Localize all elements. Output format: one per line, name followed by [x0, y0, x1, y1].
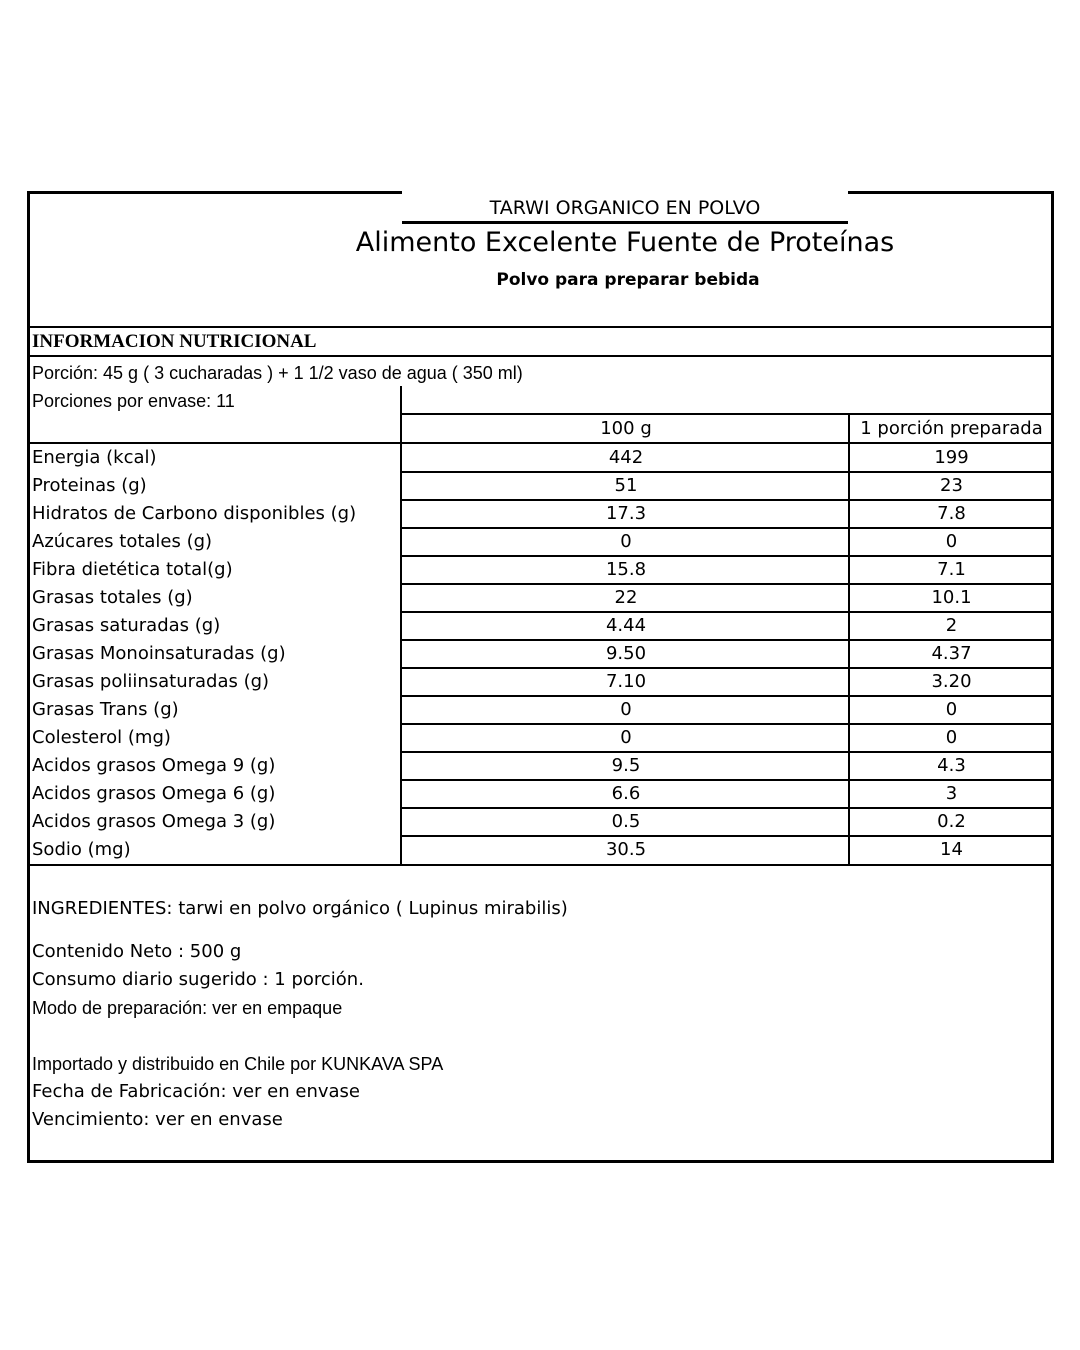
- value-per-100g: 7.10: [605, 671, 647, 692]
- nutrient-name: Azúcares totales (g): [32, 531, 213, 552]
- value-per-serving: 0: [945, 699, 958, 720]
- nutrient-name: Proteinas (g): [32, 475, 147, 496]
- nutrient-name: Acidos grasos Omega 6 (g): [32, 783, 276, 804]
- column-header-portion: 1 porción preparada: [860, 418, 1043, 439]
- value-per-100g: 9.5: [611, 755, 641, 776]
- value-per-100g: 22: [614, 587, 638, 608]
- value-per-100g: 15.8: [605, 559, 647, 580]
- table-rule: [400, 386, 402, 866]
- value-per-serving: 0: [945, 531, 958, 552]
- value-per-serving: 4.3: [937, 755, 966, 776]
- value-per-100g: 51: [614, 475, 638, 496]
- value-per-100g: 17.3: [605, 503, 647, 524]
- nutrient-name: Sodio (mg): [32, 839, 131, 860]
- nutrient-name: Grasas totales (g): [32, 587, 193, 608]
- divider: [27, 326, 1054, 328]
- nutrient-name: Colesterol (mg): [32, 727, 171, 748]
- value-per-100g: 0: [620, 699, 632, 720]
- nutrient-name: Fibra dietética total(g): [32, 559, 233, 580]
- nutrient-name: Grasas poliinsaturadas (g): [32, 671, 270, 692]
- expiry-text: Vencimiento: ver en envase: [32, 1109, 283, 1130]
- value-per-serving: 14: [940, 839, 963, 860]
- nutrient-name: Grasas Monoinsaturadas (g): [32, 643, 286, 664]
- net-content-text: Contenido Neto : 500 g: [32, 941, 242, 962]
- nutrient-name: Acidos grasos Omega 9 (g): [32, 755, 276, 776]
- daily-use-text: Consumo diario sugerido : 1 porción.: [32, 969, 364, 990]
- value-per-serving: 7.1: [937, 559, 966, 580]
- manufacture-date-text: Fecha de Fabricación: ver en envase: [32, 1081, 360, 1102]
- nutrient-name: Grasas Trans (g): [32, 699, 179, 720]
- value-per-serving: 0: [945, 727, 958, 748]
- value-per-serving: 23: [940, 475, 963, 496]
- value-per-serving: 4.37: [931, 643, 972, 664]
- portion-text: Porción: 45 g ( 3 cucharadas ) + 1 1/2 vaso de agua ( 350 ml): [32, 363, 523, 383]
- product-name: TARWI ORGANICO EN POLVO: [402, 195, 848, 224]
- nutrient-name: Hidratos de Carbono disponibles (g): [32, 503, 357, 524]
- border-gap: [402, 188, 848, 194]
- servings-text: Porciones por envase: 11: [32, 391, 235, 411]
- importer-text: Importado y distribuido en Chile por KUNKAVA SPA: [32, 1054, 444, 1074]
- value-per-100g: 4.44: [605, 615, 647, 636]
- value-per-100g: 0.5: [611, 811, 641, 832]
- nutrient-name: Acidos grasos Omega 3 (g): [32, 811, 276, 832]
- nutrient-name: Energia (kcal): [32, 447, 157, 468]
- product-subtitle: Polvo para preparar bebida: [496, 270, 760, 290]
- value-per-serving: 3: [945, 783, 958, 804]
- protein-claim: Alimento Excelente Fuente de Proteínas: [355, 227, 895, 258]
- nutrient-name: Grasas saturadas (g): [32, 615, 221, 636]
- value-per-100g: 0: [620, 727, 632, 748]
- ingredients-text: INGREDIENTES: tarwi en polvo orgánico ( Lupinus mirabilis): [32, 898, 568, 919]
- value-per-serving: 10.1: [931, 587, 972, 608]
- value-per-100g: 442: [608, 447, 644, 468]
- preparation-text: Modo de preparación: ver en empaque: [32, 998, 343, 1018]
- value-per-serving: 2: [945, 615, 958, 636]
- nutrition-title: INFORMACION NUTRICIONAL: [32, 331, 317, 352]
- divider: [27, 355, 1054, 357]
- value-per-serving: 0.2: [937, 811, 966, 832]
- value-per-100g: 30.5: [605, 839, 647, 860]
- column-header-100g: 100 g: [600, 418, 652, 439]
- value-per-serving: 7.8: [937, 503, 966, 524]
- value-per-serving: 199: [934, 447, 969, 468]
- value-per-serving: 3.20: [931, 671, 972, 692]
- value-per-100g: 6.6: [611, 783, 641, 804]
- value-per-100g: 0: [620, 531, 632, 552]
- value-per-100g: 9.50: [605, 643, 647, 664]
- table-rule: [27, 864, 1054, 866]
